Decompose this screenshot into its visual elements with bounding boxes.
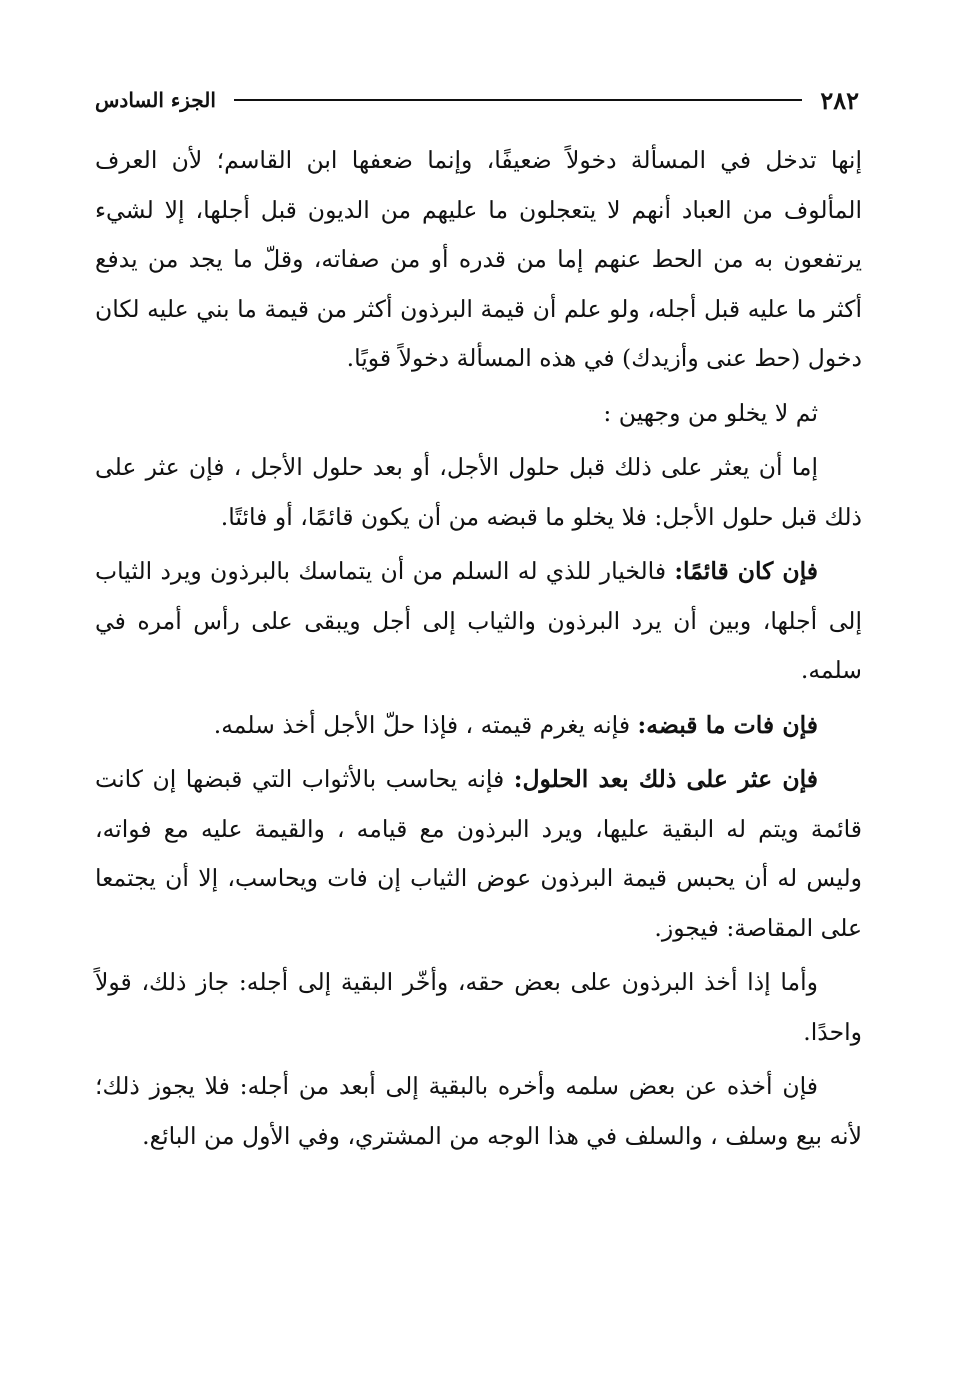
paragraph-8 (95, 1062, 862, 1161)
paragraph-text: إما أن يعثر على ذلك قبل حلول الأجل، أو بعد حلول الأجل ، فإن عثر على ذلك قبل حلول الأجل: فلا يخلو ما قبضه من أن يكون قائمًا، أو فائتًا. (95, 453, 862, 531)
paragraph-text: وأما إذا أخذ البرذون على بعض حقه، وأخّر البقية إلى أجله: جاز ذلك، قولاً واحدًا. (95, 968, 862, 1046)
paragraph-lead: فإن عثر على ذلك بعد الحلول: (513, 765, 818, 793)
paragraph-text: فإنه يغرم قيمته ، فإذا حلّ الأجل أخذ سلمه. (213, 710, 638, 739)
paragraph-7 (95, 958, 862, 1057)
running-title: الجزء السادس (95, 88, 216, 112)
page-number: ٢٨٢ (820, 85, 859, 115)
body-text (95, 136, 862, 1166)
page-header (95, 82, 859, 118)
paragraph-1 (95, 136, 862, 384)
paragraph-lead: فإن فات ما قبضه: (637, 710, 818, 739)
paragraph-2 (95, 389, 862, 439)
paragraph-text: ثم لا يخلو من وجهين : (603, 398, 818, 427)
paragraph-text: فالخيار للذي له السلم من أن يتماسك بالبرذون ويرد الثياب إلى أجلها، وبين أن يرد البرذون والثياب إلى أجل ويبقى على رأس أمره في سلمه. (95, 557, 862, 684)
paragraph-3 (95, 443, 862, 542)
paragraph-lead: فإن كان قائمًا: (674, 557, 818, 585)
paragraph-6 (95, 755, 862, 953)
paragraph-4 (95, 547, 862, 696)
paragraph-5 (95, 701, 862, 751)
header-rule (234, 99, 802, 101)
paragraph-text: إنها تدخل في المسألة دخولاً ضعيفًا، وإنما ضعفها ابن القاسم؛ لأن العرف المألوف من العباد أنهم لا يتعجلون ما عليهم من الديون قبل أجلها، إلا لشيء يرتفعون به من الحط عنهم إما من قدره أو من صفاته، وقلّ ما يجد من يدفع أكثر ما عليه قبل أجله، ولو علم أن قيمة البرذون أكثر من قيمة ما بني عليه لكان دخول (حط عنى وأزيدك) في هذه المسألة دخولاً قويًا. (95, 146, 862, 372)
paragraph-text: فإن أخذه عن بعض سلمه وأخره بالبقية إلى أبعد من أجله: فلا يجوز ذلك؛ لأنه بيع وسلف ، والسلف في هذا الوجه من المشتري، وفي الأول من البائع. (95, 1072, 862, 1150)
paragraph-text: فإنه يحاسب بالأثواب التي قبضها إن كانت قائمة ويتم له البقية عليها، ويرد البرذون مع قيامه ، والقيمة عليه مع فواته، وليس له أن يحبس قيمة البرذون عوض الثياب إن فات ويحاسب، إلا أن يجتمعا على المقاصة: فيجوز. (95, 765, 862, 942)
